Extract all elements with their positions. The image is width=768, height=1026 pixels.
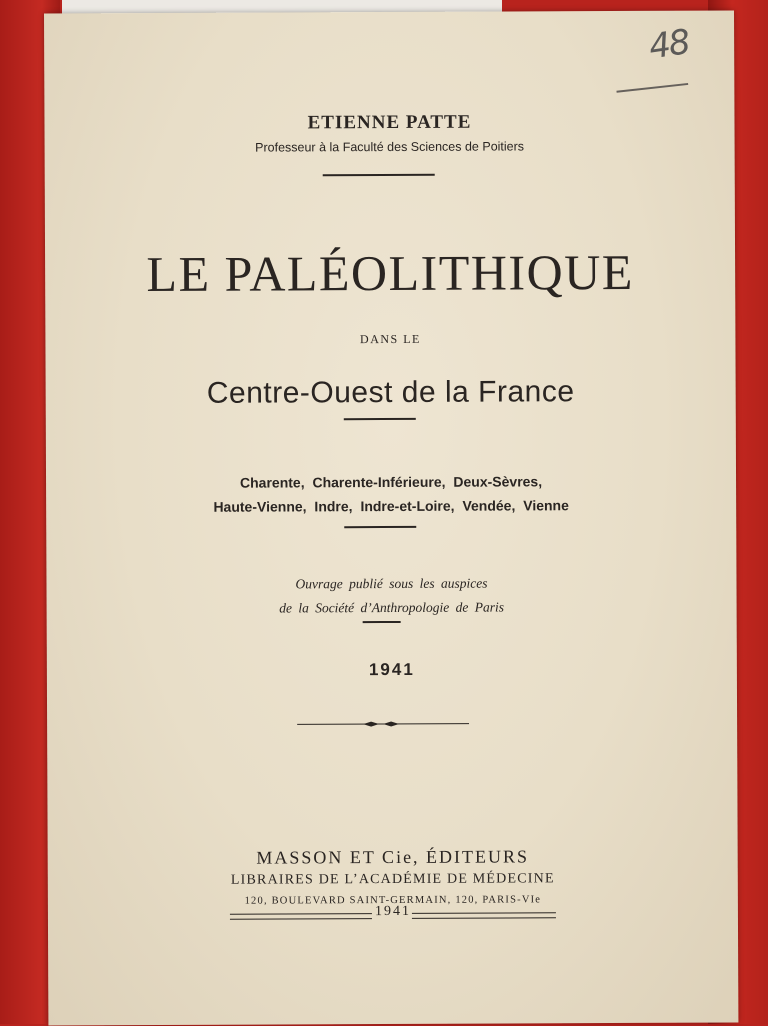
author-affiliation: Professeur à la Faculté des Sciences de Poitiers — [255, 139, 525, 155]
publisher-address: 120, BOULEVARD SAINT-GERMAIN, 120, PARIS-VIe — [244, 894, 542, 907]
double-rule-left — [230, 913, 372, 920]
publisher-year: 1941 — [374, 903, 411, 920]
publisher-name: MASSON ET Cie, ÉDITEURS — [256, 846, 530, 868]
publisher-subtitle: LIBRAIRES DE L’ACADÉMIE DE MÉDECINE — [230, 871, 555, 888]
divider-rule — [344, 418, 416, 420]
author-name: ETIENNE PATTE — [307, 111, 472, 134]
divider-rule — [363, 621, 401, 623]
ornamental-rule — [297, 720, 469, 729]
book-title: LE PALÉOLITHIQUE — [146, 243, 634, 303]
departments-line-2: Haute-Vienne, Indre, Indre-et-Loire, Vendée, Vienne — [213, 497, 569, 515]
divider-rule — [323, 174, 435, 176]
handwritten-underline — [616, 83, 688, 93]
departments-line-1: Charente, Charente-Inférieure, Deux-Sèvres, — [239, 473, 543, 491]
title-region: Centre-Ouest de la France — [206, 375, 575, 410]
title-connector: DANS LE — [359, 331, 421, 347]
publication-year: 1941 — [368, 659, 415, 680]
publisher-year-row — [48, 902, 738, 925]
book-cover-page — [44, 10, 738, 1025]
auspices-line-1: Ouvrage publié sous les auspices — [295, 575, 488, 592]
double-rule-right — [412, 912, 556, 919]
handwritten-number: 48 — [646, 22, 691, 68]
auspices-line-2: de la Société d’Anthropologie de Paris — [279, 599, 505, 616]
divider-rule — [344, 526, 416, 528]
